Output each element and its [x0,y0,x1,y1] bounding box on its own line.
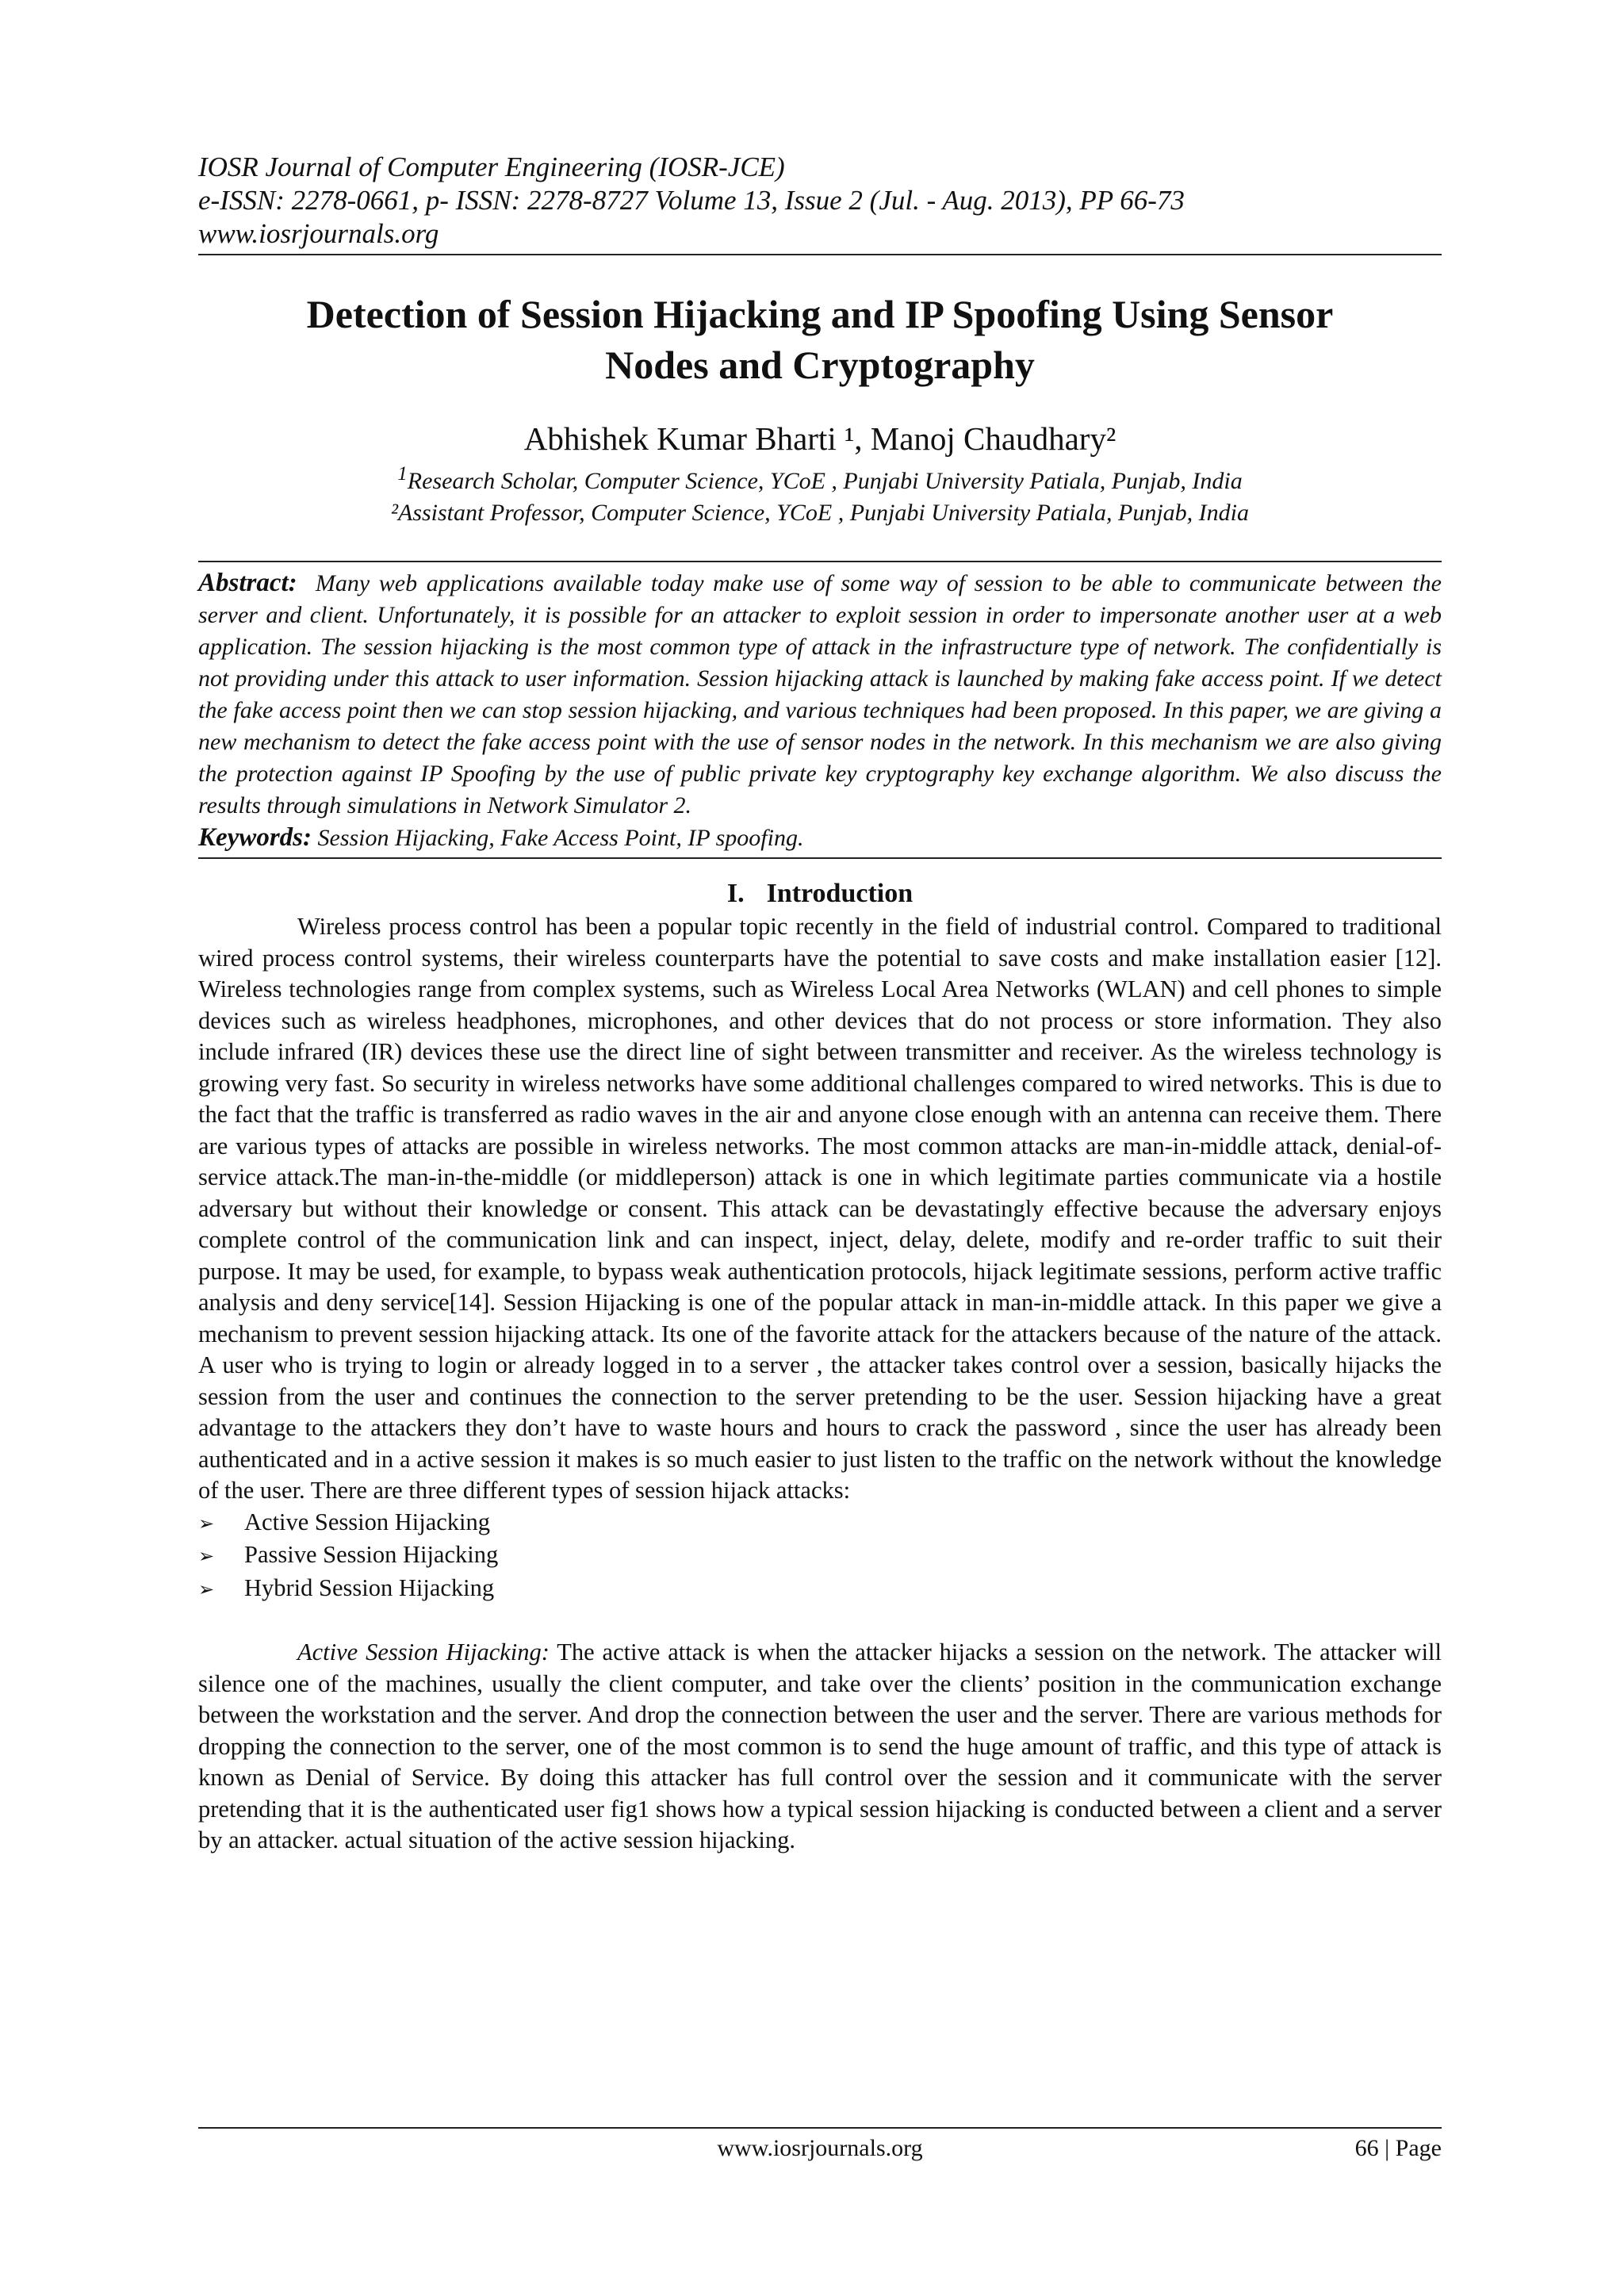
list-item [198,1507,1442,1540]
paragraph-2-text: The active attack is when the attacker hijacks a session on the network. The attacker will silence one of the machines, usually the client computer, and take over the clients’ position in the communication exchange between the workstation and the server. And drop the connection between the user and the server. There are various methods for dropping the connection to the server, one of the most common is to send the huge amount of traffic, and this type of attack is known as Denial of Service. By doing this attacker has full control over the session and it communicate with the server pretending that it is the authenticated user fig1 shows how a typical session hijacking is conducted between a client and a server by an attacker. actual situation of the active session hijacking. [198,1639,1442,1853]
abstract-top-divider [198,561,1442,562]
keywords-text: Session Hijacking, Fake Access Point, IP spoofing. [317,825,804,851]
list-item [198,1539,1442,1573]
keywords-label: Keywords: [198,823,312,852]
affiliation-2-text: ²Assistant Professor, Computer Science, YCoE , Punjabi University Patiala, Punjab, India [391,500,1249,526]
affiliation-2 [198,497,1442,529]
abstract-bottom-divider [198,857,1442,859]
title-line-2: Nodes and Cryptography [605,343,1035,387]
section-heading-introduction [198,876,1442,911]
arrow-bullet-icon: ➢ [198,1512,215,1535]
page-footer [198,2127,1442,2167]
abstract-label: Abstract: [198,569,297,597]
title-line-1: Detection of Session Hijacking and IP Spoofing Using Sensor [306,292,1334,336]
arrow-bullet-icon: ➢ [198,1545,215,1567]
journal-issn: e-ISSN: 2278-0661, p- ISSN: 2278-8727 Volume 13, Issue 2 (Jul. - Aug. 2013), PP 66-73 [198,185,1185,216]
abstract-text: Many web applications available today make use of some way of session to be able to communicate between the server and client. Unfortunately, it is possible for an attacker to exploit session in order to impersonate another user at a web application. The session hijacking is the most common type of attack in the infrastructure type of network. The confidentially is not providing under this attack to user information. Session hijacking attack is launched by making fake access point. If we detect the fake access point then we can stop session hijacking, and various techniques had been proposed. In this paper, we are giving a new mechanism to detect the fake access point with the use of sensor nodes in the network. In this mechanism we are also giving the protection against IP Spoofing by the use of public private key cryptography key exchange algorithm. We also discuss the results through simulations in Network Simulator 2. [198,570,1442,818]
abstract [198,567,1442,822]
list-item-text: Passive Session Hijacking [244,1541,499,1568]
intro-paragraph-1: Wireless process control has been a popular topic recently in the field of industrial control. Compared to traditional wired process control systems, their wireless counterparts have the potential to save costs and make installation easier [12]. Wireless technologies range from complex systems, such as Wireless Local Area Networks (WLAN) and cell phones to simple devices such as wireless headphones, microphones, and other devices that do not process or store information. They also include infrared (IR) devices these use the direct line of sight between transmitter and receiver. As the wireless technology is growing very fast. So security in wireless networks have some additional challenges compared to wired networks. This is due to the fact that the traffic is transferred as radio waves in the air and anyone close enough with an antenna can receive them. There are various types of attacks are possible in wireless networks. The most common attacks are man-in-middle attack, denial-of-service attack.The man-in-the-middle (or middleperson) attack is one in which legitimate parties communicate via a hostile adversary but without their knowledge or consent. This attack can be devastatingly effective because the adversary enjoys complete control of the communication link and can inspect, inject, delay, delete, modify and re-order traffic to suit their purpose. It may be used, for example, to bypass weak authentication protocols, hijack legitimate sessions, perform active traffic analysis and deny service[14]. Session Hijacking is one of the popular attack in man-in-middle attack. In this paper we give a mechanism to prevent session hijacking attack. Its one of the favorite attack for the attackers because of the nature of the attack. A user who is trying to login or already logged in to a server , the attacker takes control over a session, basically hijacks the session from the user and continues the connection to the server pretending to be the user. Session hijacking have a great advantage to the attackers they don’t have to waste hours and hours to crack the password , since the user has already been authenticated and in a active session it makes is so much easier to just listen to the traffic on the network without the knowledge of the user. There are three different types of session hijack attacks: [198,913,1442,1504]
journal-header [198,151,1442,251]
footer-row [198,2135,1442,2167]
arrow-bullet-icon: ➢ [198,1577,215,1600]
intro-paragraph-2 [198,1637,1442,1857]
paper-title [198,289,1442,390]
header-divider [198,254,1442,255]
list-item-text: Active Session Hijacking [244,1508,491,1535]
section-title: Introduction [766,879,914,908]
footer-url[interactable]: www.iosrjournals.org [717,2135,923,2161]
keywords [198,822,1442,854]
journal-name: IOSR Journal of Computer Engineering (IOSR-JCE) [198,151,785,182]
journal-url[interactable]: www.iosrjournals.org [198,218,439,249]
section-number: I. [726,879,745,908]
affiliation-1-sup: 1 [397,463,408,485]
list-item-text: Hybrid Session Hijacking [244,1573,495,1601]
page-number: 66 | Page [1354,2135,1442,2161]
list-item [198,1573,1442,1606]
footer-divider [198,2127,1442,2129]
affiliation-1 [198,458,1442,497]
session-hijack-types-list [198,1507,1442,1606]
affiliation-1-text: Research Scholar, Computer Science, YCoE , Punjabi University Patiala, Punjab, India [407,468,1243,494]
paragraph-2-lead: Active Session Hijacking: [297,1639,550,1665]
paper-page [198,151,1442,1857]
author-list: Abhishek Kumar Bharti ¹, Manoj Chaudhary² [523,420,1116,457]
